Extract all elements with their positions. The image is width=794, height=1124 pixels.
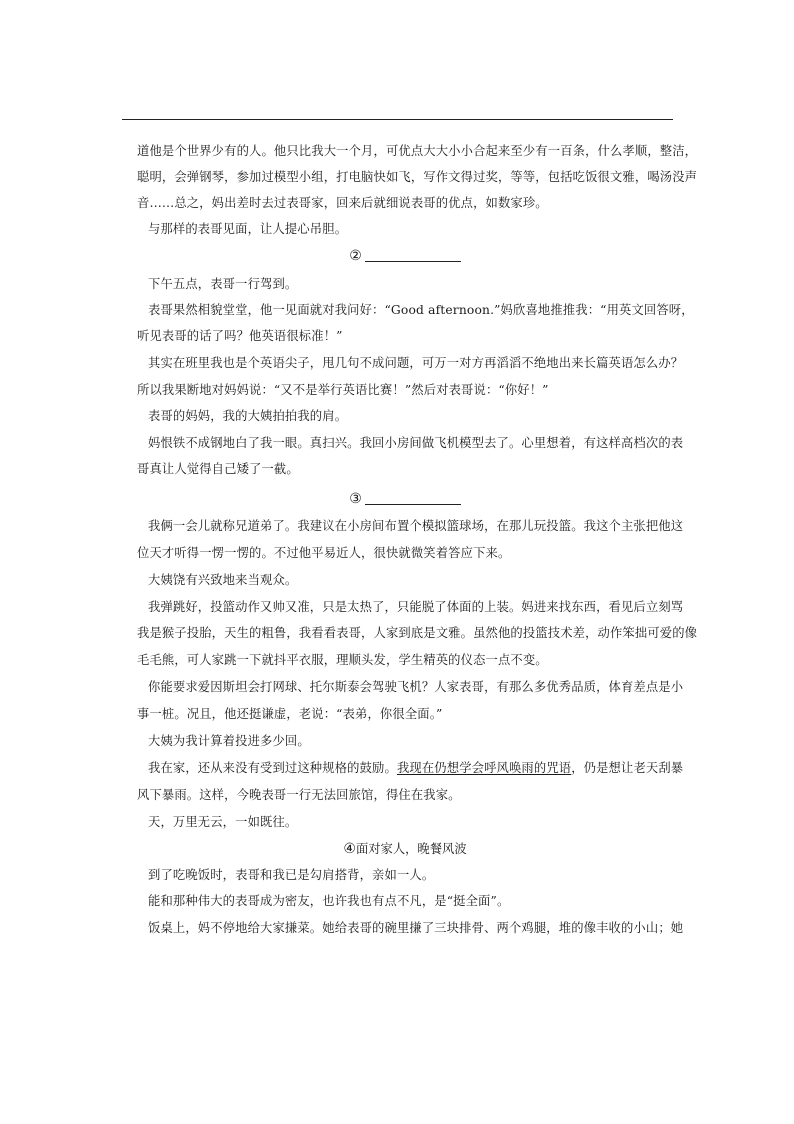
paragraph-line: 风下暴雨。这样，今晚表哥一行无法回旅馆，得住在我家。 — [137, 788, 461, 802]
paragraph-line: 我是猴子投胎，天生的粗鲁，我看看表哥，人家到底是文雅。虽然他的投篮技术差，动作笨拙可爱的像 — [137, 626, 698, 640]
section-number: ③ — [349, 491, 362, 507]
section-heading-4 — [137, 836, 673, 862]
text-after: ，仍是想让老天刮暴 — [571, 761, 684, 775]
paragraph-line: 饭桌上，妈不停地给大家搛菜。她给表哥的碗里搛了三块排骨、两个鸡腿，堆的像丰收的小山；她 — [148, 921, 684, 935]
paragraph-line: 表哥的妈妈，我的大姨拍拍我的肩。 — [148, 409, 348, 423]
section-heading-3 — [137, 486, 673, 512]
paragraph-line: 与那样的表哥见面，让人提心吊胆。 — [148, 222, 348, 236]
paragraph-line: 天，万里无云，一如既往。 — [148, 815, 298, 829]
section-number: ② — [349, 248, 362, 264]
paragraph-line: 到了吃晚饭时，表哥和我已是勾肩搭背，亲如一人。 — [148, 868, 435, 882]
paragraph-line: 音……总之，妈出差时去过表哥家，回来后就细说表哥的优点，如数家珍。 — [137, 196, 548, 210]
paragraph-line: 下午五点，表哥一行驾到。 — [148, 277, 298, 291]
paragraph-line: 其实在班里我也是个英语尖子，甩几句不成问题，可万一对方再滔滔不绝地出来长篇英语怎么办？ — [148, 356, 684, 370]
paragraph-line: 位天才听得一愣一愣的。不过他平易近人，很快就微笑着答应下来。 — [137, 546, 511, 560]
paragraph-line: 聪明，会弹钢琴，参加过模型小组，打电脑快如飞，写作文得过奖，等等，包括吃饭很文雅，喝汤没声 — [137, 170, 698, 184]
paragraph-line: 大姨为我计算着投进多少回。 — [148, 734, 310, 748]
underlined-sentence: 我现在仍想学会呼风唤雨的咒语 — [396, 761, 572, 775]
paragraph-line: 毛毛熊，可人家跳一下就抖平衣服，理顺头发，学生精英的仪态一点不变。 — [137, 653, 548, 667]
paragraph-line: 我俩一会儿就称兄道弟了。我建议在小房间布置个模拟篮球场，在那儿玩投篮。我这个主张把他这 — [148, 519, 684, 533]
section-number: ④ — [343, 841, 356, 857]
paragraph-line: 我弹跳好，投篮动作又帅又准，只是太热了，只能脱了体面的上装。妈进来找东西，看见后立刻骂 — [148, 600, 684, 614]
header-rule — [122, 119, 673, 120]
paragraph-line: 事一桩。况且，他还挺谦虚，老说：“表弟，你很全面。” — [137, 707, 443, 721]
section-heading-2 — [137, 243, 673, 269]
paragraph-line-underlined — [148, 755, 683, 781]
paragraph-line: 哥真让人觉得自己矮了一截。 — [137, 462, 299, 476]
fill-in-blank — [365, 247, 461, 262]
paragraph-line: 你能要求爱因斯坦会打网球、托尔斯泰会驾驶飞机？人家表哥，有那么多优秀品质，体育差点是小 — [148, 680, 684, 694]
paragraph-line: 听见表哥的话了吗？他英语很标准！” — [137, 329, 343, 343]
paragraph-line: 所以我果断地对妈妈说：“又不是举行英语比赛！”然后对表哥说：“你好！” — [137, 383, 549, 397]
section-title: 面对家人，晚餐风波 — [355, 842, 467, 856]
text-before: 我在家，还从来没有受到过这种规格的鼓励。 — [148, 761, 397, 775]
fill-in-blank — [365, 490, 461, 505]
paragraph-line: 表哥果然相貌堂堂，他一见面就对我问好：“Good afternoon.”妈欣喜地推推我：“用英文回答呀， — [148, 303, 694, 317]
paragraph-line: 妈恨铁不成钢地白了我一眼。真扫兴。我回小房间做飞机模型去了。心里想着，有这样高档次的表 — [148, 436, 684, 450]
paragraph-line: 能和那种伟大的表哥成为密友，也许我也有点不凡，是“挺全面”。 — [148, 894, 510, 908]
paragraph-line: 大姨饶有兴致地来当观众。 — [148, 573, 298, 587]
paragraph-line: 道他是个世界少有的人。他只比我大一个月，可优点大大小小合起来至少有一百条，什么孝顺，整洁， — [137, 144, 698, 158]
